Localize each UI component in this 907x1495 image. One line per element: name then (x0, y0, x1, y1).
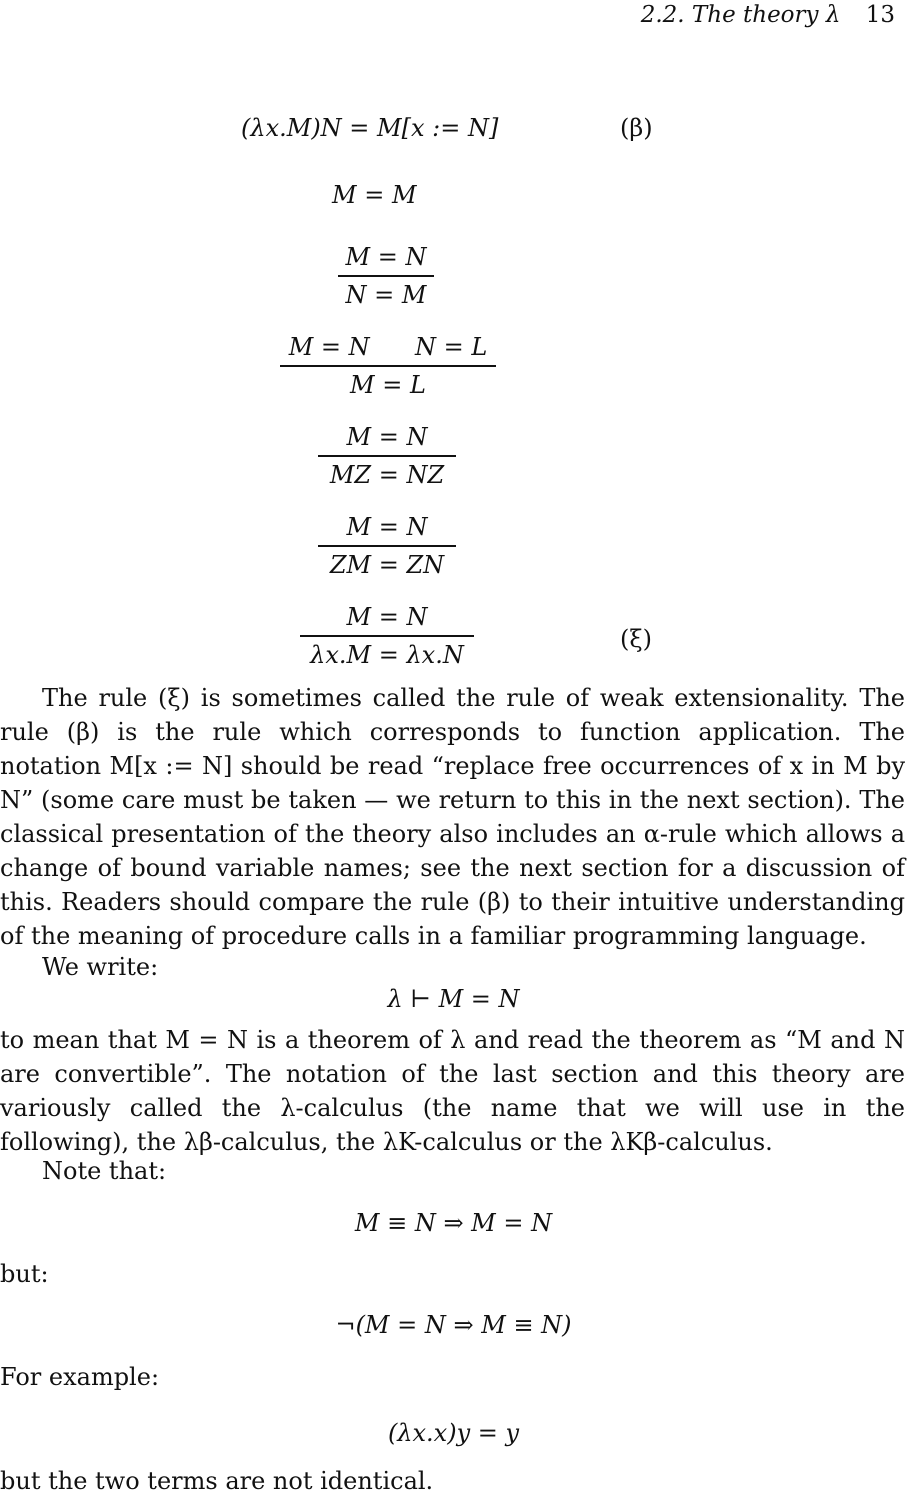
but-label: but: (0, 1260, 49, 1288)
xi-premise: M = N (346, 603, 428, 631)
rule-xi (300, 603, 474, 669)
rule-transitivity (280, 333, 496, 399)
app-right-conclusion: ZM = ZN (329, 551, 445, 579)
display-example: (λx.x)y = y (387, 1419, 520, 1447)
display-negation: ¬(M = N ⇒ M ≡ N) (335, 1311, 572, 1339)
paragraph-convertible (0, 1023, 905, 1159)
paragraph-rules-explanation (0, 681, 905, 953)
transitivity-conclusion: M = L (350, 371, 426, 399)
app-left-premise: M = N (346, 423, 428, 451)
note-that-label: Note that: (42, 1157, 167, 1185)
rule-application-right (318, 513, 456, 579)
rule-beta-label: (β) (620, 114, 653, 142)
running-header (641, 2, 895, 28)
app-right-premise: M = N (346, 513, 428, 541)
display-equivalence: M ≡ N ⇒ M = N (354, 1209, 553, 1237)
inference-bar (300, 635, 474, 637)
transitivity-premise-1: M = N (288, 333, 370, 361)
inference-bar (280, 365, 496, 367)
theorem-display: λ ⊢ M = N (387, 985, 520, 1013)
paragraph-text: The rule (ξ) is sometimes called the rule of weak extensionality. The rule (β) is the rule which corresponds to function application. The notation M[x := N] should be read “replace free occurrences of x in M by N” (some care must be taken — we return to this in the next section). The classical presentation of the theory also includes an α-rule which allows a change of bound variable names; see the next section for a discussion of this. Readers should compare the rule (β) to their intuitive understanding of the meaning of procedure calls in a familiar programming language. (0, 684, 905, 950)
xi-conclusion: λx.M = λx.N (310, 641, 464, 669)
transitivity-premises (280, 333, 496, 361)
we-write-label: We write: (42, 953, 159, 981)
closing-sentence: but the two terms are not identical. (0, 1467, 434, 1495)
symmetry-conclusion: N = M (345, 281, 427, 309)
paragraph-text: to mean that M = N is a theorem of λ and read the theorem as “M and N are convertible”. The notation of the last section and this theory are variously called the λ-calculus (the name that we will use in the following), the λβ-calculus, the λK-calculus or the λKβ-calculus. (0, 1026, 905, 1156)
rule-symmetry (338, 243, 434, 309)
rule-xi-label: (ξ) (620, 625, 652, 653)
for-example-label: For example: (0, 1363, 160, 1391)
rule-reflexivity: M = M (332, 181, 417, 209)
app-left-conclusion: MZ = NZ (329, 461, 445, 489)
rule-application-left (318, 423, 456, 489)
inference-bar (318, 455, 456, 457)
page-number: 13 (865, 2, 895, 28)
rule-beta-equation: (λx.M)N = M[x := N] (241, 114, 499, 142)
transitivity-premise-2: N = L (414, 333, 488, 361)
inference-bar (318, 545, 456, 547)
inference-bar (338, 275, 434, 277)
running-title: 2.2. The theory λ (640, 2, 841, 28)
symmetry-premise: M = N (345, 243, 427, 271)
